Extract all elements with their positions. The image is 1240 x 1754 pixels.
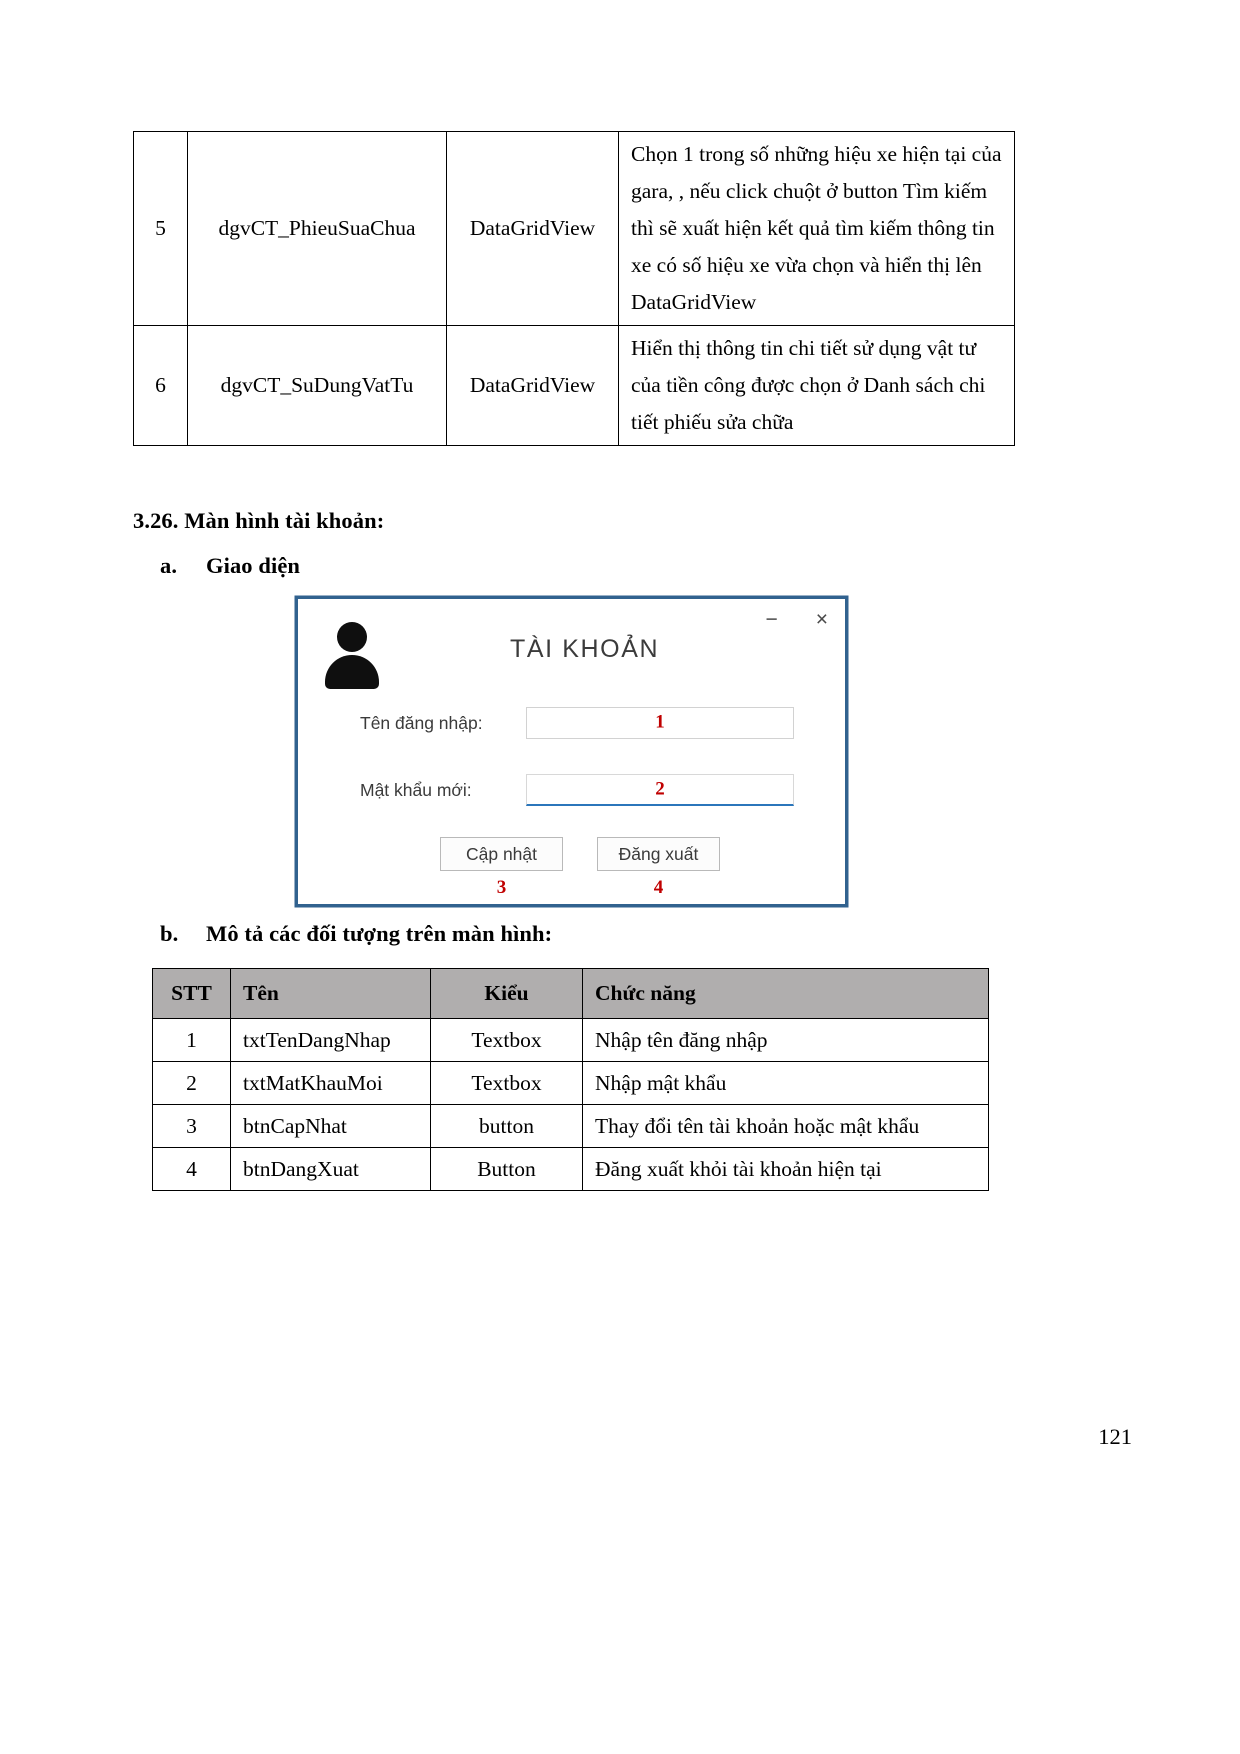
header-name: Tên bbox=[231, 969, 431, 1019]
callout-marker-2: 2 bbox=[655, 778, 665, 800]
subheading-a-text: Giao diện bbox=[206, 553, 301, 578]
account-screen-mockup bbox=[295, 596, 848, 907]
subheading-a bbox=[160, 553, 300, 579]
table-header-row bbox=[153, 969, 989, 1019]
cell-stt: 3 bbox=[153, 1105, 231, 1148]
new-password-label: Mật khẩu mới: bbox=[360, 779, 472, 800]
cell-function: Thay đổi tên tài khoản hoặc mật khẩu bbox=[583, 1105, 989, 1148]
subheading-b-text: Mô tả các đối tượng trên màn hình: bbox=[206, 921, 553, 946]
cell-type: button bbox=[431, 1105, 583, 1148]
username-label: Tên đăng nhập: bbox=[360, 712, 483, 733]
update-action-group bbox=[440, 837, 563, 899]
table-row bbox=[153, 1019, 989, 1062]
header-stt: STT bbox=[153, 969, 231, 1019]
cell-function: Đăng xuất khỏi tài khoản hiện tại bbox=[583, 1148, 989, 1191]
username-field-row bbox=[360, 707, 794, 739]
cell-name: txtTenDangNhap bbox=[231, 1019, 431, 1062]
cell-stt: 4 bbox=[153, 1148, 231, 1191]
cell-stt: 1 bbox=[153, 1019, 231, 1062]
cell-type: DataGridView bbox=[447, 132, 619, 326]
cell-name: dgvCT_SuDungVatTu bbox=[188, 325, 447, 445]
table-row bbox=[153, 1105, 989, 1148]
cell-function: Nhập mật khẩu bbox=[583, 1062, 989, 1105]
mockup-action-row bbox=[440, 837, 720, 899]
cell-name: btnCapNhat bbox=[231, 1105, 431, 1148]
table-row bbox=[134, 132, 1015, 326]
cell-stt: 2 bbox=[153, 1062, 231, 1105]
cell-function: Chọn 1 trong số những hiệu xe hiện tại của gara, , nếu click chuột ở button Tìm kiếm thì sẽ xuất hiện kết quả tìm kiếm thông tin xe có số hiệu xe vừa chọn và hiển thị lên DataGridView bbox=[619, 132, 1015, 326]
cell-stt: 5 bbox=[134, 132, 188, 326]
user-avatar-icon bbox=[325, 622, 379, 688]
account-object-description-table bbox=[152, 968, 989, 1191]
update-button[interactable]: Cập nhật bbox=[440, 837, 563, 871]
cell-type: Button bbox=[431, 1148, 583, 1191]
subheading-b bbox=[160, 921, 552, 947]
callout-marker-1: 1 bbox=[655, 711, 665, 733]
table-row bbox=[153, 1148, 989, 1191]
callout-marker-4: 4 bbox=[653, 877, 664, 898]
cell-name: btnDangXuat bbox=[231, 1148, 431, 1191]
cell-type: DataGridView bbox=[447, 325, 619, 445]
new-password-field-row bbox=[360, 774, 794, 806]
page-number: 121 bbox=[1098, 1424, 1132, 1449]
cell-name: dgvCT_PhieuSuaChua bbox=[188, 132, 447, 326]
username-input[interactable] bbox=[526, 707, 794, 739]
cell-function: Nhập tên đăng nhập bbox=[583, 1019, 989, 1062]
logout-action-group bbox=[597, 837, 720, 899]
cell-type: Textbox bbox=[431, 1019, 583, 1062]
cell-function: Hiển thị thông tin chi tiết sử dụng vật tư của tiền công được chọn ở Danh sách chi tiết phiếu sửa chữa bbox=[619, 325, 1015, 445]
cell-name: txtMatKhauMoi bbox=[231, 1062, 431, 1105]
header-function: Chức năng bbox=[583, 969, 989, 1019]
avatar-body bbox=[325, 655, 379, 689]
minimize-icon[interactable]: − bbox=[765, 608, 778, 631]
mockup-title: TÀI KHOẢN bbox=[510, 635, 660, 663]
section-heading-3-26: 3.26. Màn hình tài khoản: bbox=[133, 508, 385, 533]
logout-button[interactable]: Đăng xuất bbox=[597, 837, 720, 871]
header-type: Kiểu bbox=[431, 969, 583, 1019]
subheading-a-label: a. bbox=[160, 553, 178, 578]
object-description-table-continued bbox=[133, 131, 1015, 446]
cell-type: Textbox bbox=[431, 1062, 583, 1105]
new-password-input[interactable] bbox=[526, 774, 794, 806]
cell-stt: 6 bbox=[134, 325, 188, 445]
callout-marker-3: 3 bbox=[496, 877, 507, 898]
avatar-head bbox=[337, 622, 367, 652]
subheading-b-label: b. bbox=[160, 921, 179, 946]
mockup-titlebar bbox=[758, 607, 835, 632]
table-row bbox=[134, 325, 1015, 445]
table-row bbox=[153, 1062, 989, 1105]
close-icon[interactable]: × bbox=[815, 608, 828, 631]
